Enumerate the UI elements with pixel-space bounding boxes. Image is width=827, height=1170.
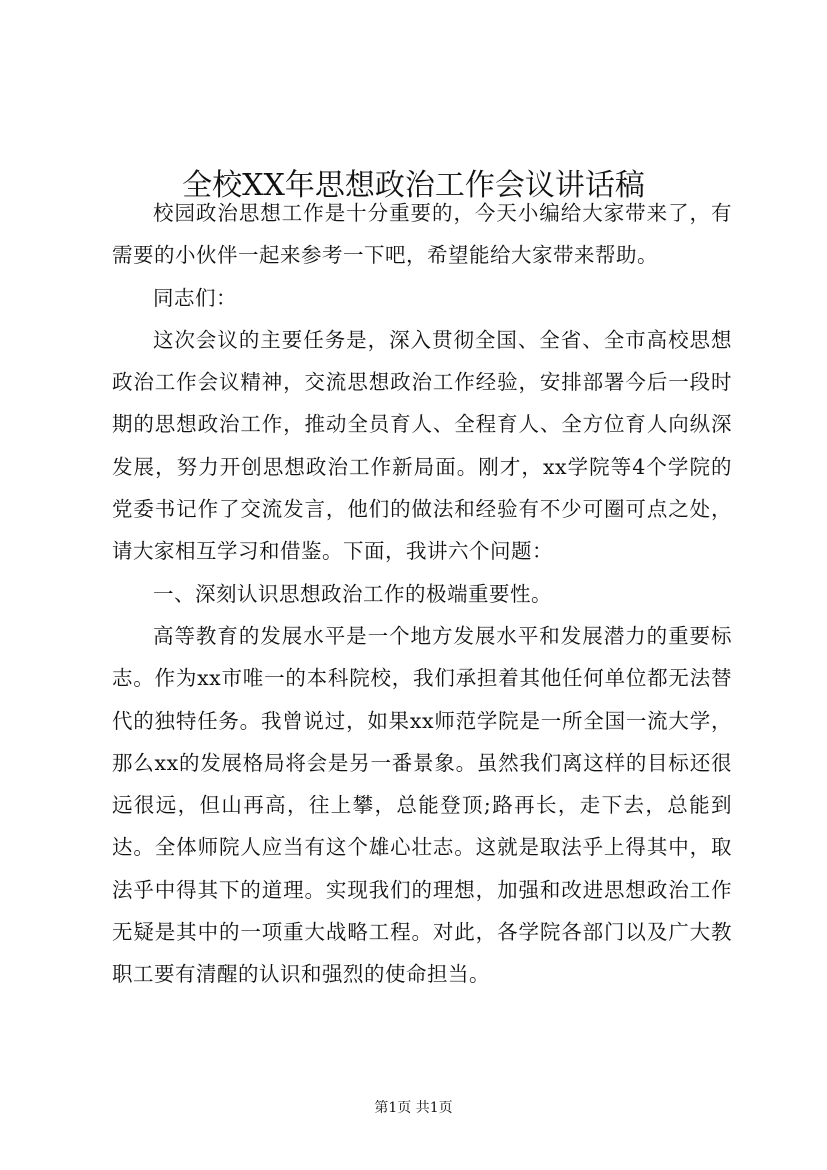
paragraph-education-development: 高等教育的发展水平是一个地方发展水平和发展潜力的重要标志。作为xx市唯一的本科院校，我们承担着其他任何单位都无法替代的独特任务。我曾说过，如果xx师范学院是一所全国一流大学，那么xx的发展格局将会是另一番景象。虽然我们离这样的目标还很远很远，但山再高，往上攀，总能登顶;路再长，走下去，总能到达。全体师院人应当有这个雄心壮志。这就是取法乎上得其中，取法乎中得其下的道理。实现我们的理想，加强和改进思想政治工作无疑是其中的一项重大战略工程。对此，各学院各部门以及广大教职工要有清醒的认识和强烈的使命担当。 <box>112 623 732 987</box>
paragraph-salutation: 同志们： <box>153 285 237 310</box>
paragraph-meeting-task: 这次会议的主要任务是，深入贯彻全国、全省、全市高校思想政治工作会议精神，交流思想政治工作经验，安排部署今后一段时期的思想政治工作，推动全员育人、全程育人、全方位育人向纵深发展，努力开创思想政治工作新局面。刚才，xx学院等4个学院的党委书记作了交流发言，他们的做法和经验有不少可圈可点之处，请大家相互学习和借鉴。下面，我讲六个问题： <box>112 327 732 564</box>
paragraph-section-heading: 一、深刻认识思想政治工作的极端重要性。 <box>153 581 552 606</box>
document-title: 全校XX年思想政治工作会议讲话稿 <box>182 168 645 204</box>
document-body <box>112 192 732 996</box>
paragraph-intro: 校园政治思想工作是十分重要的，今天小编给大家带来了，有需要的小伙伴一起来参考一下吧，希望能给大家带来帮助。 <box>112 201 732 268</box>
page-footer: 第1页 共1页 <box>374 1100 453 1116</box>
